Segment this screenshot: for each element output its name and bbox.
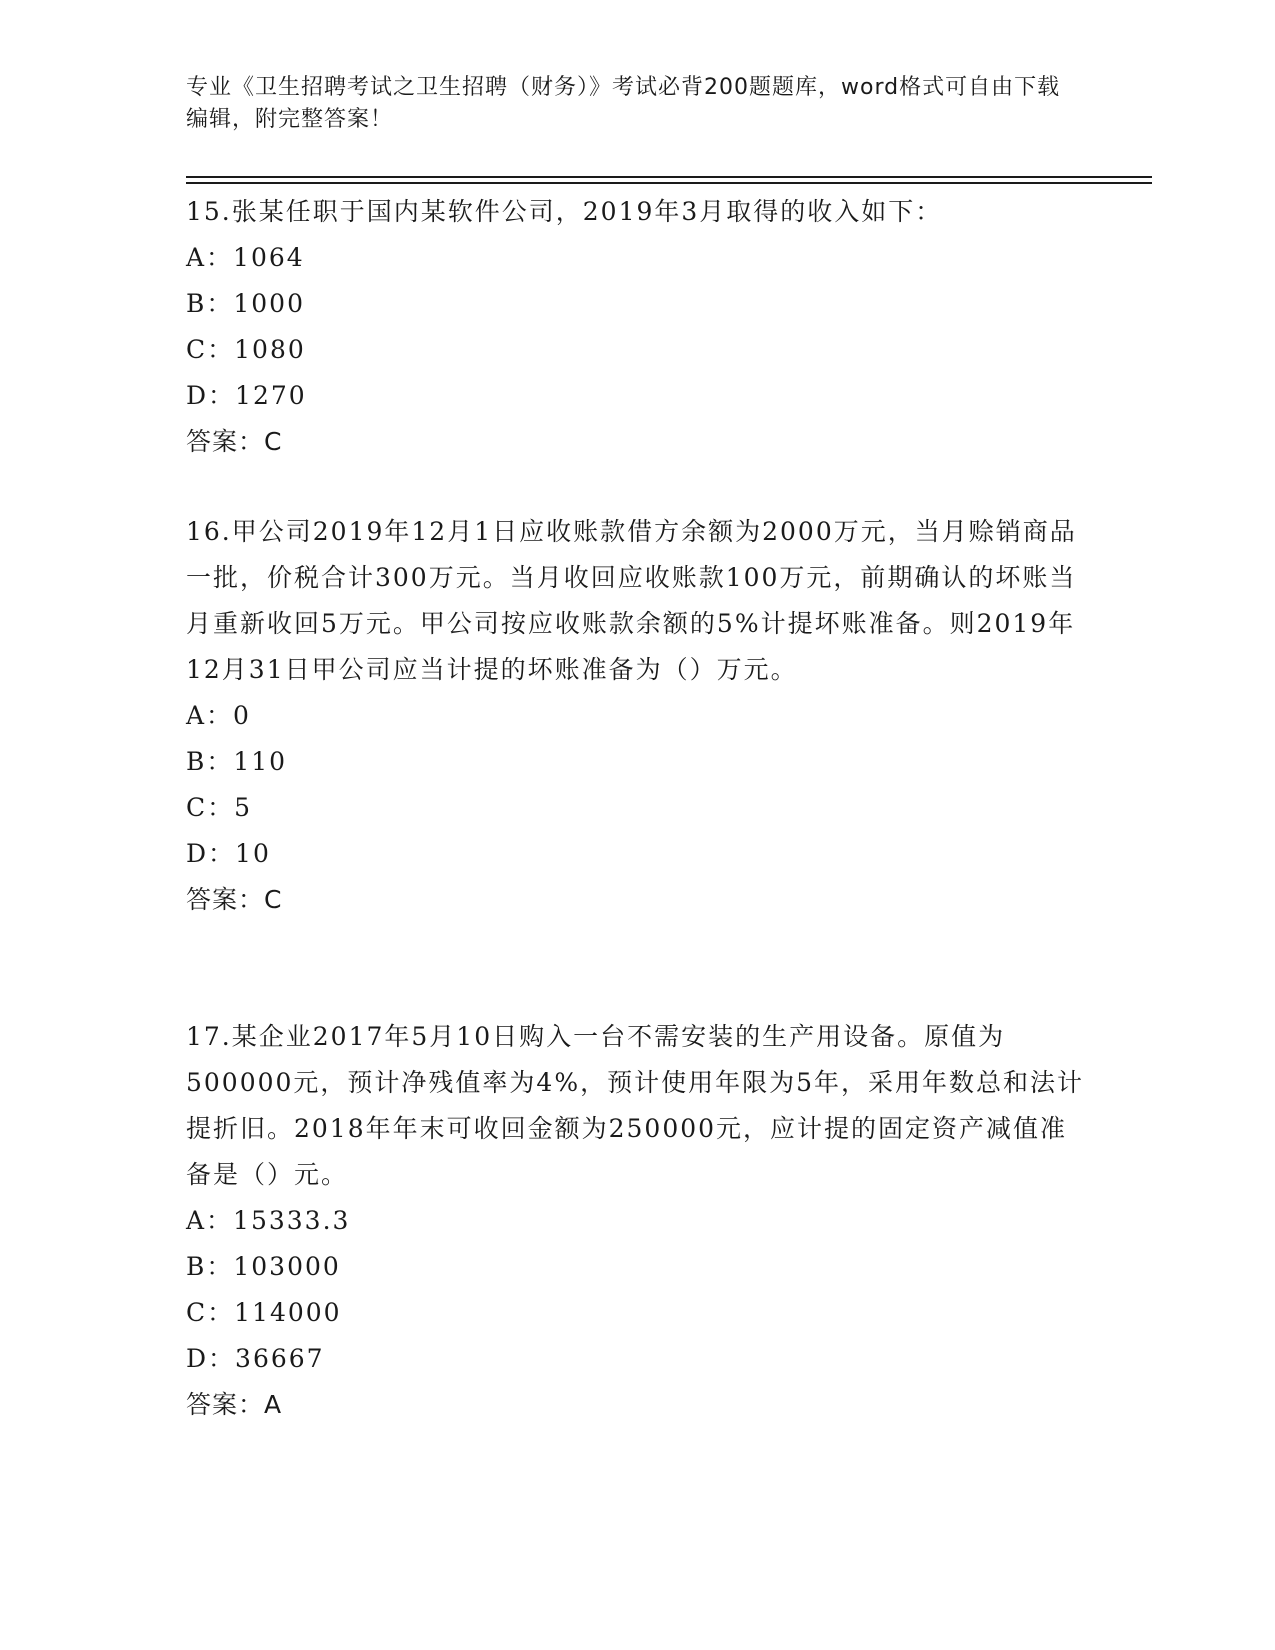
question-17 — [186, 1014, 1086, 1428]
option-c: C：1080 — [186, 335, 306, 364]
question-stem: 17.某企业2017年5月10日购入一台不需安装的生产用设备。原值为500000元，预计净残值率为4%，预计使用年限为5年，采用年数总和法计提折旧。2018年年末可收回金额为250000元，应计提的固定资产减值准备是（）元。 — [186, 1022, 1085, 1189]
answer-line: 答案：C — [186, 885, 283, 914]
option-b: B：103000 — [186, 1252, 341, 1281]
option-d: D：36667 — [186, 1344, 325, 1373]
header-divider-bottom — [186, 182, 1152, 184]
question-15 — [186, 189, 1086, 465]
document-header: 专业《卫生招聘考试之卫生招聘（财务）》考试必背200题题库，word格式可自由下载编辑，附完整答案！ — [186, 75, 1061, 132]
header-divider-top — [186, 176, 1152, 178]
answer-line: 答案：C — [186, 427, 283, 456]
option-b: B：1000 — [186, 289, 305, 318]
question-stem: 15.张某任职于国内某软件公司，2019年3月取得的收入如下： — [186, 197, 943, 226]
option-a: A：1064 — [186, 243, 305, 272]
question-16 — [186, 509, 1086, 923]
answer-line: 答案：A — [186, 1390, 283, 1419]
option-c: C：114000 — [186, 1298, 342, 1327]
option-d: D：10 — [186, 839, 271, 868]
question-stem: 16.甲公司2019年12月1日应收账款借方余额为2000万元，当月赊销商品一批，价税合计300万元。当月收回应收账款100万元，前期确认的坏账当月重新收回5万元。甲公司按应收账款余额的5%计提坏账准备。则2019年12月31日甲公司应当计提的坏账准备为（）万元。 — [186, 517, 1077, 684]
option-c: C：5 — [186, 793, 253, 822]
option-b: B：110 — [186, 747, 288, 776]
option-a: A：0 — [186, 701, 251, 730]
option-a: A：15333.3 — [186, 1206, 351, 1235]
option-d: D：1270 — [186, 381, 307, 410]
